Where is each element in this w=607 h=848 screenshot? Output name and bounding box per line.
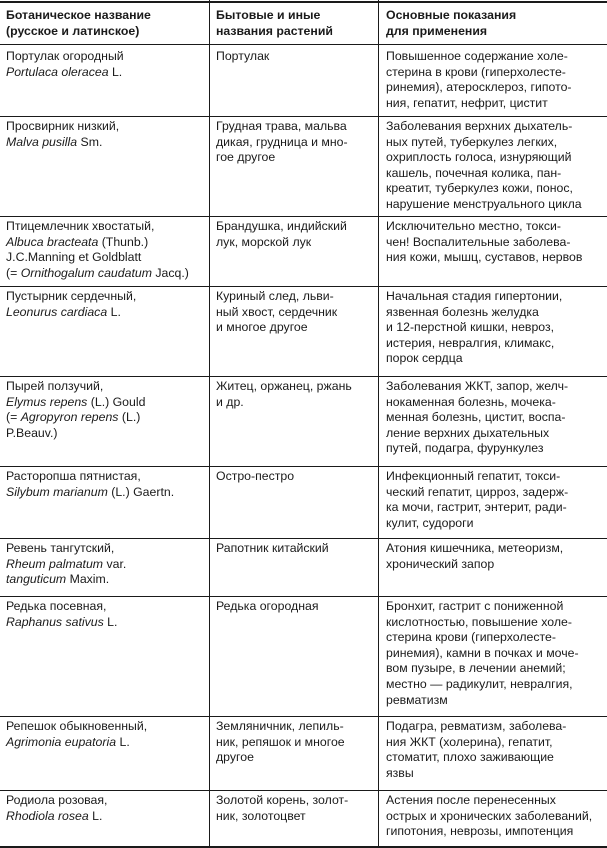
cell-line: и многое другое: [216, 320, 308, 335]
indications-cell: [386, 49, 572, 111]
cell-line: Просвирник низкий,: [6, 119, 120, 133]
cell-line: и др.: [216, 394, 244, 409]
column-header: [386, 8, 516, 39]
cell-line: Пырей ползучий,: [6, 379, 104, 393]
cell-line: Птицемлечник хвостатый,: [6, 219, 155, 233]
cell-line: Rhodiola rosea L.: [6, 808, 103, 823]
common-name-cell: [216, 49, 269, 65]
indications-cell: [386, 719, 566, 781]
common-name-cell: [216, 119, 348, 166]
cell-line: Albuca bracteata (Thunb.): [6, 234, 149, 249]
latin-name: Silybum marianum: [6, 484, 108, 499]
cell-line: Подагра, ревматизм, заболева-: [386, 719, 567, 733]
column-header: [6, 8, 151, 39]
cell-line: Атония кишечника, метеоризм,: [386, 541, 564, 555]
latin-name: Ornithogalum caudatum: [20, 265, 152, 280]
row-divider: [0, 216, 607, 217]
cell-line: кулит, судороги: [386, 515, 474, 530]
cell-line: порок сердца: [386, 351, 463, 366]
cell-line: охриплость голоса, изнуряющий: [386, 150, 572, 165]
header-text: Бытовые и иные: [216, 8, 321, 22]
cell-line: Житец, оржанец, ржань: [216, 379, 352, 393]
common-name-cell: [216, 793, 348, 824]
cell-line: ный хвост, сердечник: [216, 304, 338, 319]
header-text: Основные показания: [386, 8, 517, 22]
indications-cell: [386, 219, 582, 266]
botanical-name-cell: [6, 793, 107, 824]
latin-name: Elymus repens: [6, 394, 88, 409]
cell-line: дикая, грудница и мно-: [216, 134, 348, 149]
indications-cell: [386, 119, 582, 213]
cell-line: гипотония, неврозы, импотенция: [386, 824, 574, 839]
cell-line: (= Ornithogalum caudatum Jacq.): [6, 265, 189, 280]
cell-line: ринемия), атеросклероз, гипото-: [386, 80, 572, 95]
indications-cell: [386, 379, 568, 457]
latin-name: Rheum palmatum: [6, 556, 104, 571]
cell-line: Инфекционный гепатит, токси-: [386, 469, 561, 483]
cell-line: стерина крови (гиперхолесте-: [386, 630, 556, 645]
row-divider: [0, 44, 607, 45]
cell-line: Rheum palmatum var.: [6, 556, 127, 571]
latin-name: Malva pusilla: [6, 134, 78, 149]
cell-line: ление верхних дыхательных: [386, 425, 550, 440]
cell-line: местно — радикулит, невралгия,: [386, 676, 573, 691]
cell-line: Расторопша пятнистая,: [6, 469, 141, 483]
cell-line: стерина в крови (гиперхолесте-: [386, 64, 566, 79]
botanical-name-cell: [6, 469, 174, 500]
cell-line: Бронхит, гастрит с пониженной: [386, 599, 564, 613]
cell-line: Повышенное содержание холе-: [386, 49, 568, 63]
cell-line: ринемия), камни в почках и моче-: [386, 645, 579, 660]
cell-line: хронический запор: [386, 556, 495, 571]
cell-line: Silybum marianum (L.) Gaertn.: [6, 484, 175, 499]
cell-line: Брандушка, индийский: [216, 219, 347, 233]
cell-line: ник, золотоцвет: [216, 808, 306, 823]
common-name-cell: [216, 541, 329, 557]
latin-name: Rhodiola rosea: [6, 808, 89, 823]
header-text: Ботаническое название: [6, 8, 151, 22]
cell-line: нокаменная болезнь, мочека-: [386, 394, 556, 409]
cell-line: Leonurus cardiaca L.: [6, 304, 121, 319]
column-divider: [378, 0, 379, 848]
latin-name: Agropyron repens: [20, 410, 119, 425]
column-divider: [209, 0, 210, 848]
cell-line: Заболевания ЖКТ, запор, желч-: [386, 379, 569, 393]
row-divider: [0, 376, 607, 377]
indications-cell: [386, 793, 592, 840]
latin-name: Portulaca oleracea: [6, 64, 109, 79]
cell-line: Malva pusilla Sm.: [6, 134, 103, 149]
cell-line: Астения после перенесенных: [386, 793, 556, 807]
cell-line: нарушение менструального цикла: [386, 196, 582, 211]
cell-line: язвенная болезнь желудка: [386, 304, 539, 319]
botanical-name-cell: [6, 599, 117, 630]
cell-line: Raphanus sativus L.: [6, 614, 118, 629]
cell-line: чен! Воспалительные заболева-: [386, 234, 571, 249]
common-name-cell: [216, 719, 345, 766]
row-divider: [0, 538, 607, 539]
indications-cell: [386, 289, 562, 367]
cell-line: Заболевания верхних дыхатель-: [386, 119, 573, 133]
header-text: для применения: [386, 23, 488, 38]
column-header: [216, 8, 333, 39]
cell-line: стоматит, плохо заживающие: [386, 750, 554, 765]
cell-line: tanguticum Maxim.: [6, 572, 110, 587]
cell-line: J.C.Manning et Goldblatt: [6, 250, 142, 265]
cell-line: и 12-перстной кишки, невроз,: [386, 320, 555, 335]
cell-line: Портулак огородный: [6, 49, 124, 63]
cell-line: ния кожи, мышц, суставов, нервов: [386, 250, 583, 265]
cell-line: P.Beauv.): [6, 425, 58, 440]
row-divider: [0, 596, 607, 597]
latin-name: Leonurus cardiaca: [6, 304, 108, 319]
row-divider: [0, 790, 607, 791]
cell-line: путей, подагра, фурункулез: [386, 441, 544, 456]
cell-line: Начальная стадия гипертонии,: [386, 289, 563, 303]
cell-line: ник, репяшок и многое: [216, 734, 345, 749]
cell-line: вом пузыре, в лечении анемий;: [386, 661, 566, 676]
common-name-cell: [216, 469, 294, 485]
botanical-name-cell: [6, 541, 126, 588]
latin-name: Albuca bracteata: [6, 234, 99, 249]
common-name-cell: [216, 289, 337, 336]
cell-line: кашель, почечная колика, пан-: [386, 165, 562, 180]
cell-line: (= Agropyron repens (L.): [6, 410, 141, 425]
cell-line: язвы: [386, 765, 414, 780]
cell-line: Золотой корень, золот-: [216, 793, 349, 807]
cell-line: Земляничник, лепиль-: [216, 719, 344, 733]
common-name-cell: [216, 219, 347, 250]
cell-line: менная болезнь, цистит, воспа-: [386, 410, 566, 425]
cell-line: лук, морской лук: [216, 234, 312, 249]
cell-line: ревматизм: [386, 692, 448, 707]
cell-line: Редька огородная: [216, 599, 319, 613]
indications-cell: [386, 599, 579, 708]
botanical-name-cell: [6, 289, 136, 320]
header-text: названия растений: [216, 23, 333, 38]
cell-line: ния ЖКТ (холерина), гепатит,: [386, 734, 553, 749]
indications-cell: [386, 541, 563, 572]
botanical-name-cell: [6, 219, 189, 281]
cell-line: Elymus repens (L.) Gould: [6, 394, 146, 409]
cell-line: Остро-пестро: [216, 469, 295, 483]
header-text: (русское и латинское): [6, 23, 140, 38]
cell-line: ния, гепатит, нефрит, цистит: [386, 95, 548, 110]
cell-line: ческий гепатит, цирроз, задерж-: [386, 484, 569, 499]
cell-line: креатит, туберкулез кожи, понос,: [386, 181, 573, 196]
indications-cell: [386, 469, 568, 531]
cell-line: Исключительно местно, токси-: [386, 219, 561, 233]
botanical-name-cell: [6, 119, 119, 150]
cell-line: Ревень тангутский,: [6, 541, 115, 555]
row-divider: [0, 716, 607, 717]
botanical-name-cell: [6, 719, 147, 750]
cell-line: Agrimonia eupatoria L.: [6, 734, 130, 749]
row-divider: [0, 466, 607, 467]
botanical-name-cell: [6, 379, 145, 441]
botanical-name-cell: [6, 49, 124, 80]
latin-name: Agrimonia eupatoria: [6, 734, 117, 749]
cell-line: Куриный след, льви-: [216, 289, 334, 303]
cell-line: Родиола розовая,: [6, 793, 108, 807]
cell-line: ных путей, туберкулез легких,: [386, 134, 558, 149]
cell-line: гое другое: [216, 150, 276, 165]
cell-line: Репешок обыкновенный,: [6, 719, 148, 733]
cell-line: острых и хронических заболеваний,: [386, 808, 593, 823]
common-name-cell: [216, 599, 318, 615]
row-divider: [0, 286, 607, 287]
table-rule: [0, 1, 607, 3]
cell-line: Рапотник китайский: [216, 541, 329, 555]
cell-line: Грудная трава, мальва: [216, 119, 347, 133]
cell-line: ка мочи, гастрит, энтерит, ради-: [386, 500, 567, 515]
latin-name: Raphanus sativus: [6, 614, 104, 629]
common-name-cell: [216, 379, 352, 410]
cell-line: Портулак: [216, 49, 270, 63]
cell-line: Portulaca oleracea L.: [6, 64, 123, 79]
cell-line: другое: [216, 750, 254, 765]
cell-line: кислотностью, повышение холе-: [386, 614, 572, 629]
row-divider: [0, 116, 607, 117]
cell-line: Редька посевная,: [6, 599, 107, 613]
cell-line: истерия, невралгия, климакс,: [386, 335, 555, 350]
cell-line: Пустырник сердечный,: [6, 289, 137, 303]
latin-name: tanguticum: [6, 572, 67, 587]
